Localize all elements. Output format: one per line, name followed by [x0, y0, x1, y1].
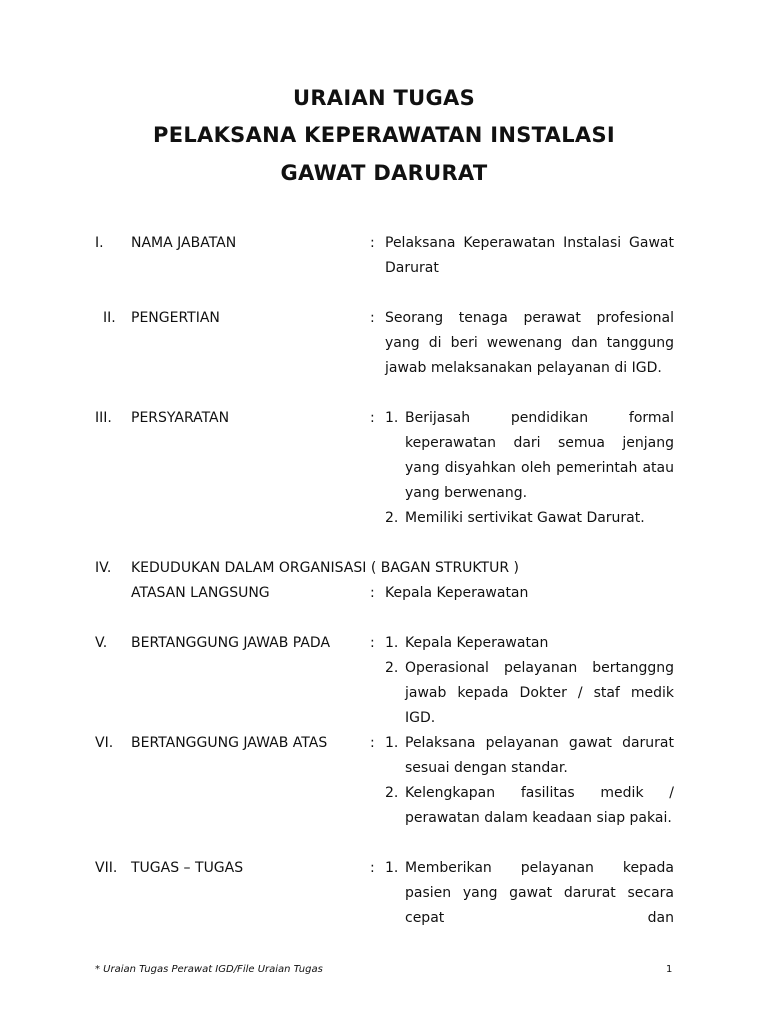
page-number: 1 [666, 964, 673, 975]
separator-colon: : [370, 860, 375, 876]
list-item-number: 1. [385, 735, 399, 751]
section-label: KEDUDUKAN DALAM ORGANISASI ( BAGAN STRUKTUR ) [131, 560, 519, 576]
section-sublabel: ATASAN LANGSUNG [131, 585, 270, 601]
separator-colon: : [370, 735, 375, 751]
separator-colon: : [370, 410, 375, 426]
list-item-text: Berijasah pendidikan formal keperawatan dari semua jenjang yang disyahkan oleh pemerintah atau yang berwenang. [405, 410, 674, 501]
list-item-number: 2. [385, 510, 399, 526]
list-item-text: Operasional pelayanan bertanggng jawab kepada Dokter / staf medik IGD. [405, 660, 674, 726]
list-item-number: 2. [385, 785, 399, 801]
section-label: PERSYARATAN [131, 410, 230, 426]
section-number: IV. [95, 560, 112, 576]
section-label: BERTANGGUNG JAWAB PADA [131, 635, 331, 651]
separator-colon: : [370, 585, 375, 601]
footer-note: * Uraian Tugas Perawat IGD/File Uraian Tugas [95, 964, 323, 975]
document-title: URAIAN TUGAS [292, 86, 476, 110]
document-subtitle-2: GAWAT DARURAT [280, 161, 488, 185]
list-item-text: Memiliki sertivikat Gawat Darurat. [405, 510, 645, 526]
separator-colon: : [370, 635, 375, 651]
list-item-number: 1. [385, 410, 399, 426]
separator-colon: : [370, 310, 375, 326]
section-number: III. [95, 410, 112, 426]
list-item-text: Kelengkapan fasilitas medik / perawatan dalam keadaan siap pakai. [405, 785, 674, 826]
separator-colon: : [370, 235, 375, 251]
section-text: Seorang tenaga perawat profesional yang di beri wewenang dan tanggung jawab melaksanakan pelayanan di IGD. [385, 310, 674, 376]
list-item-text: Pelaksana pelayanan gawat darurat sesuai dengan standar. [405, 735, 674, 776]
section-number: VII. [95, 860, 118, 876]
section-label: NAMA JABATAN [131, 235, 237, 251]
list-item-text: Kepala Keperawatan [405, 635, 549, 651]
section-number: V. [95, 635, 108, 651]
list-item-number: 2. [385, 660, 399, 676]
section-label: TUGAS – TUGAS [131, 860, 244, 876]
list-item-text: Memberikan pelayanan kepada pasien yang gawat darurat secara cepat dan [405, 860, 674, 926]
section-label: PENGERTIAN [131, 310, 220, 326]
list-item-number: 1. [385, 635, 399, 651]
list-item-number: 1. [385, 860, 399, 876]
document-subtitle: PELAKSANA KEPERAWATAN INSTALASI [153, 123, 615, 147]
section-text: Kepala Keperawatan [385, 585, 529, 601]
section-text: Pelaksana Keperawatan Instalasi Gawat Darurat [385, 235, 674, 276]
section-label: BERTANGGUNG JAWAB ATAS [131, 735, 328, 751]
section-number: VI. [95, 735, 114, 751]
section-number: I. [95, 235, 104, 251]
section-number: II. [103, 310, 116, 326]
